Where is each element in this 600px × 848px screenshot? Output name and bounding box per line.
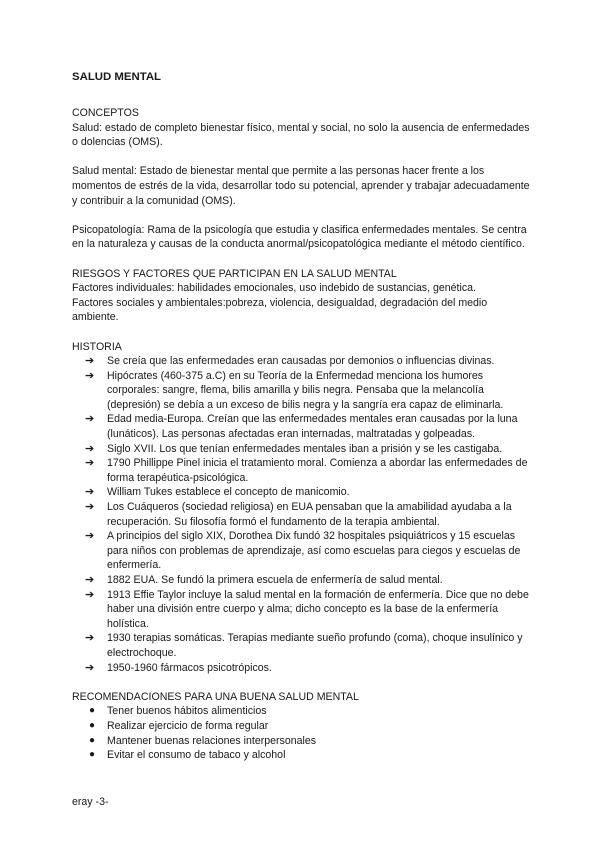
arrow-icon: ➔ [85, 661, 95, 674]
arrow-icon: ➔ [85, 369, 95, 382]
list-item: ➔ A principios del siglo XIX, Dorothea Dix fundó 32 hospitales psiquiátricos y 15 escuelas para niños con problemas de aprendizaje, así como escuelas para ciegos y escuelas de enfermería. [85, 530, 521, 572]
arrow-icon: ➔ [85, 632, 95, 645]
arrow-icon: ➔ [85, 501, 95, 514]
section-riesgos [72, 267, 530, 325]
arrow-icon: ➔ [85, 413, 95, 426]
conceptos-heading: CONCEPTOS [72, 107, 139, 119]
bullet-icon: ● [89, 705, 96, 717]
salud-definition: Salud: estado de completo bienestar físico, mental y social, no solo la ausencia de enfermedades o dolencias (OMS). [72, 121, 530, 149]
list-item: ➔ 1913 Effie Taylor incluye la salud mental en la formación de enfermería. Dice que no debe haber una división entre cuerpo y alma; dicho concepto es la base de la enfermería holística. [85, 588, 529, 630]
recomendaciones-list [72, 704, 530, 762]
salud-mental-definition: Salud mental: Estado de bienestar mental que permite a las personas hacer frente a los momentos de estrés de la vida, desarrollar todo su potencial, aprender y trabajar adecuadamente y contribuir a la comunidad (OMS). [72, 165, 530, 207]
page-footer: eray -3- [72, 796, 109, 808]
list-item: ➔ Los Cuáqueros (sociedad religiosa) en EUA pensaban que la amabilidad ayudaba a la recuperación. Su filosofía formó el fundamento de la terapia ambiental. [85, 501, 512, 528]
arrow-icon: ➔ [85, 442, 95, 455]
list-item: ➔ 1790 Phillippe Pinel inicia el tratamiento moral. Comienza a abordar las enfermedades de forma terapéutica-psicológica. [85, 457, 528, 484]
list-item: ● Mantener buenas relaciones interpersonales [89, 734, 317, 747]
bullet-icon: ● [89, 749, 96, 761]
bullet-icon: ● [89, 719, 96, 731]
section-spacer [72, 675, 530, 690]
factores-individuales: Factores individuales: habilidades emocionales, uso indebido de sustancias, genética. [72, 282, 476, 295]
list-item: ● Tener buenos hábitos alimenticios [89, 705, 267, 718]
historia-heading: HISTORIA [72, 340, 122, 353]
historia-list [72, 354, 530, 675]
list-item: ● Realizar ejercicio de forma regular [89, 719, 269, 732]
psicopatologia-definition: Psicopatología: Rama de la psicología que estudia y clasifica enfermedades mentales. Se centra en la naturaleza y causas de la conducta anormal/psicopatológica mediante el método científico. [72, 223, 527, 251]
arrow-icon: ➔ [85, 530, 95, 543]
document-title: SALUD MENTAL [72, 71, 162, 83]
section-historia [72, 340, 530, 690]
arrow-icon: ➔ [85, 486, 95, 499]
arrow-icon: ➔ [85, 457, 95, 470]
factores-sociales: Factores sociales y ambientales:pobreza, violencia, desigualdad, degradación del medio ambiente. [72, 296, 488, 324]
list-item: ➔ Siglo XVII. Los que tenían enfermedades mentales iban a prisión y se les castigaba. [85, 442, 503, 455]
list-item: ● Evitar el consumo de tabaco y alcohol [89, 749, 286, 762]
section-conceptos [72, 106, 530, 252]
list-item: ➔ William Tukes establece el concepto de manicomio. [85, 486, 350, 499]
list-item: ➔ Hipócrates (460-375 a.C) en su Teoría de la Enfermedad menciona los humores corporales: sangre, flema, bilis amarilla y bilis negra. Pensaba que la melancolía (depresión) se debía a un exceso de bilis negra y la sangría era capaz de eliminarla. [85, 369, 504, 411]
riesgos-heading: RIESGOS Y FACTORES QUE PARTICIPAN EN LA SALUD MENTAL [72, 267, 397, 280]
document-page [72, 70, 530, 763]
arrow-icon: ➔ [85, 355, 95, 368]
arrow-icon: ➔ [85, 574, 95, 586]
list-item: ➔ 1882 EUA. Se fundó la primera escuela de enfermería de salud mental. [85, 574, 443, 586]
list-item: ➔ Se creía que las enfermedades eran causadas por demonios o influencias divinas. [85, 355, 495, 368]
bullet-icon: ● [89, 734, 96, 746]
section-recomendaciones [72, 690, 530, 763]
list-item: ➔ 1950-1960 fármacos psicotrópicos. [85, 661, 272, 674]
recomendaciones-heading: RECOMENDACIONES PARA UNA BUENA SALUD MENTAL [72, 690, 359, 703]
list-item: ➔ Edad media-Europa. Creían que las enfermedades mentales eran causadas por la luna (lunáticos). Las personas afectadas eran internadas, maltratadas y golpeadas. [85, 413, 518, 441]
arrow-icon: ➔ [85, 588, 95, 601]
list-item: ➔ 1930 terapias somáticas. Terapias mediante sueño profundo (coma), choque insulínico y electrochoque. [85, 632, 523, 659]
